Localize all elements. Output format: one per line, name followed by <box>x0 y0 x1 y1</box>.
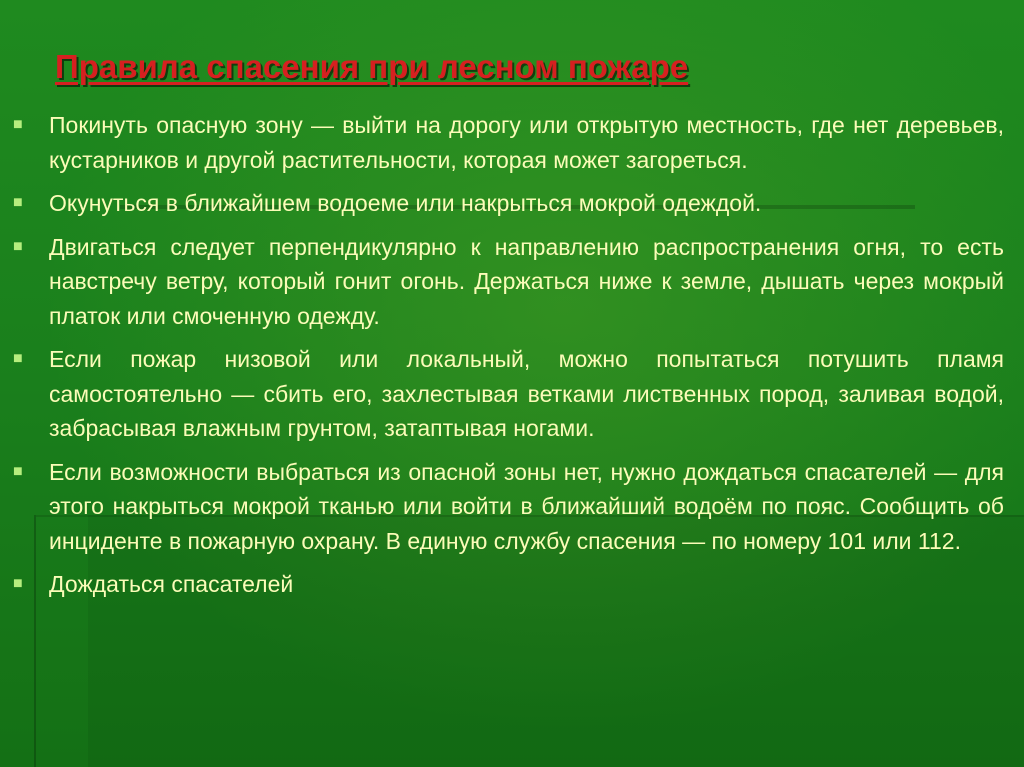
square-bullet-icon: ■ <box>13 116 23 133</box>
bullet-item <box>12 567 1004 602</box>
bullet-item <box>12 186 1004 221</box>
bullet-text: Двигаться следует перпендикулярно к направлению распространения огня, то есть навстречу ветру, который гонит огонь. Держаться ниже к земле, дышать через мокрый платок или смоченную одежду. <box>49 233 1004 329</box>
bullet-text: Окунуться в ближайшем водоеме или накрыться мокрой одеждой. <box>49 190 762 216</box>
square-bullet-icon: ■ <box>13 194 23 211</box>
square-bullet-icon: ■ <box>13 575 23 592</box>
bullet-list <box>12 108 1004 611</box>
bullet-text: Если пожар низовой или локальный, можно попытаться потушить пламя самостоятельно — сбить его, захлестывая ветками лиственных пород, заливая водой, забрасывая влажным грунтом, затаптывая ногами. <box>49 346 1004 441</box>
square-bullet-icon: ■ <box>13 462 23 480</box>
bullet-text: Дождаться спасателей <box>49 571 294 597</box>
bullet-item <box>12 230 1004 334</box>
bullet-item <box>12 108 1004 177</box>
bullet-text: Если возможности выбраться из опасной зоны нет, нужно дождаться спасателей — для этого накрыться мокрой тканью или войти в ближайший водоём по пояс. Сообщить об инциденте в пожарную охрану. В единую службу спасения — по номеру 101 или 112. <box>49 458 1004 554</box>
square-bullet-icon: ■ <box>13 237 23 255</box>
slide-title: Правила спасения при лесном пожаре <box>55 48 689 85</box>
bullet-item <box>12 342 1004 446</box>
square-bullet-icon: ■ <box>13 350 23 367</box>
bullet-text: Покинуть опасную зону — выйти на дорогу или открытую местность, где нет деревьев, кустарников и другой растительности, которая может загореться. <box>49 112 1004 173</box>
bullet-item <box>12 455 1004 559</box>
